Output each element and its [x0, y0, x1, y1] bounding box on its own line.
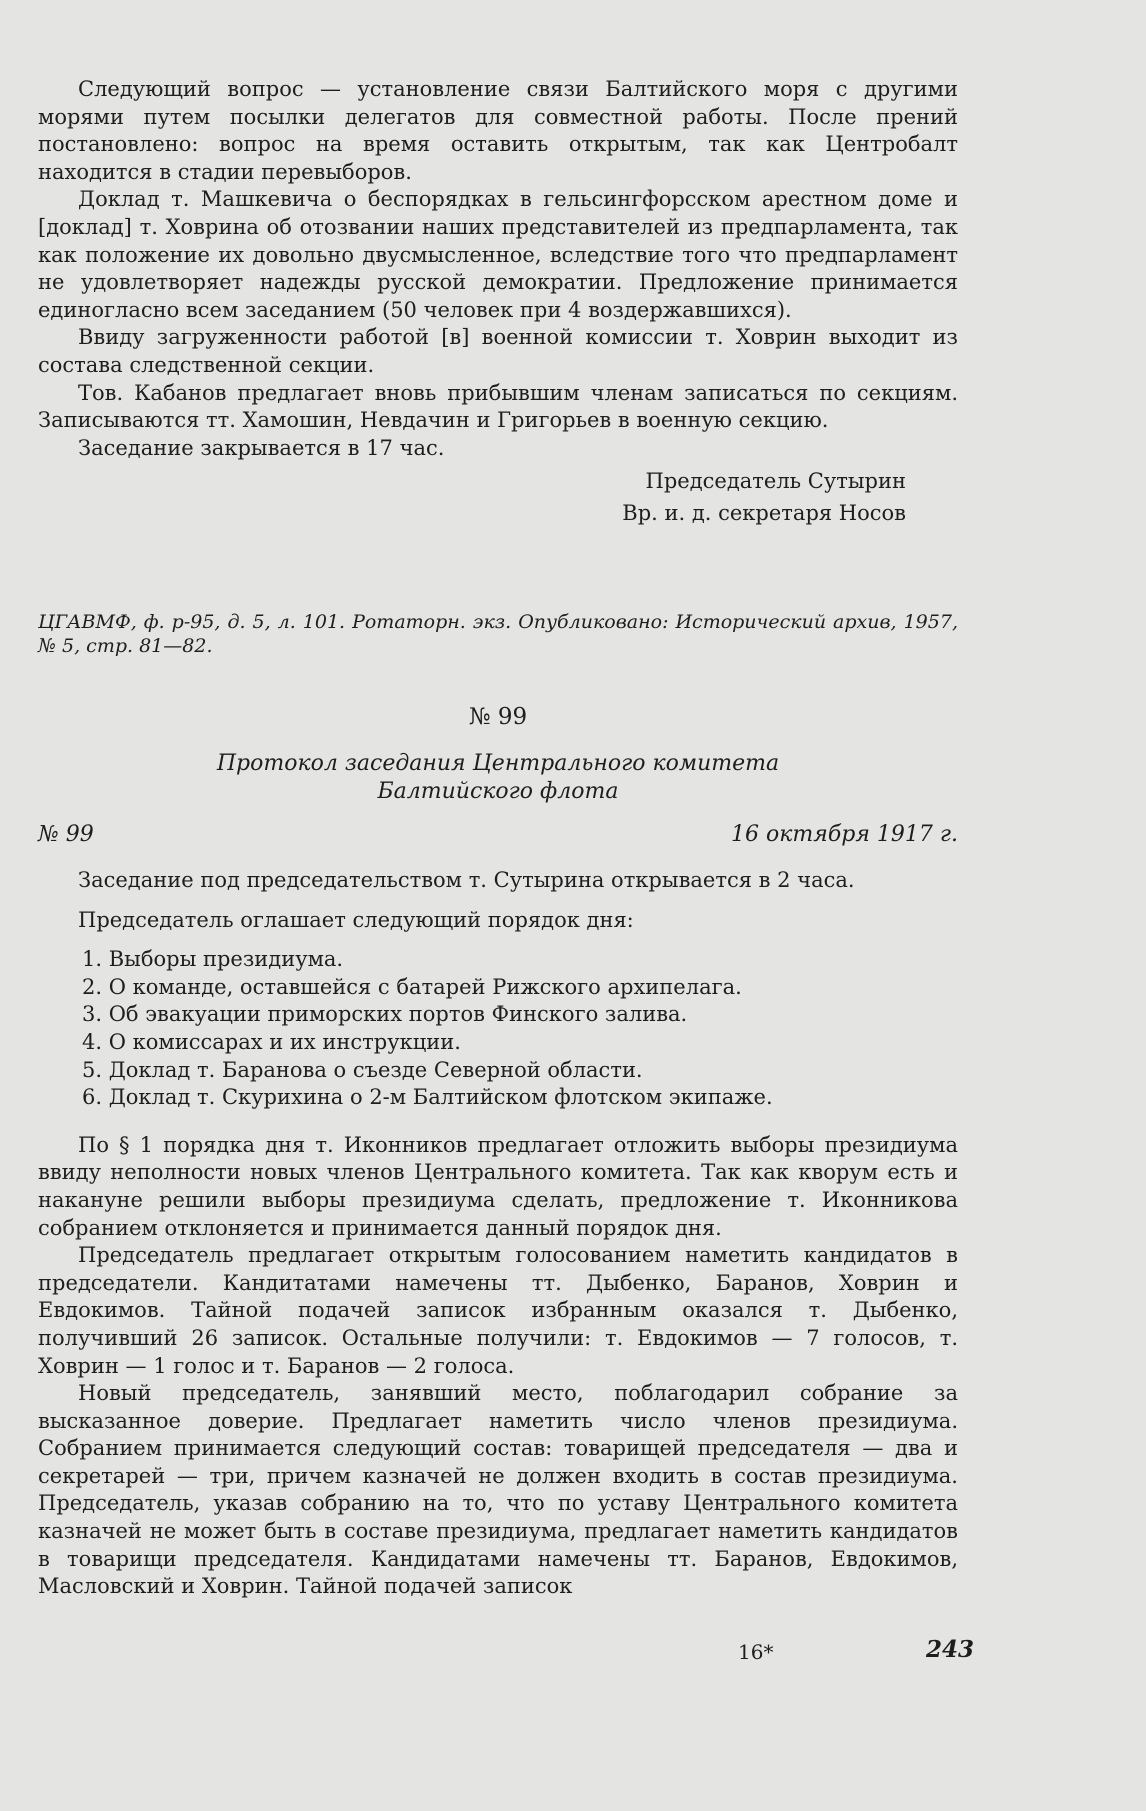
paragraph-presidium-postponement: По § 1 порядка дня т. Иконников предлагает отложить выборы президиума ввиду неполности новых членов Центрального комитета. Так как кворум есть и накануне решили выборы президиума сделать, предложение т. Иконникова собранием отклоняется и принимается данный порядок дня. — [38, 1132, 958, 1240]
paragraph-sea-connection: Следующий вопрос — установление связи Балтийского моря с другими морями путем посылки делегатов для совместной работы. После прений постановлено: вопрос на время оставить открытым, так как Центробалт находится в стадии перевыборов. — [38, 77, 958, 184]
paragraph-kabanov-proposal: Тов. Кабанов предлагает вновь прибывшим членам записаться по секциям. Записываются тт. Хамошин, Невдачин и Григорьев в военную секцию. — [38, 380, 958, 433]
paragraph-session-closed: Заседание закрывается в 17 час. — [78, 435, 445, 460]
agenda-item: 3. Об эвакуации приморских портов Финского залива. — [82, 1002, 688, 1027]
protocol-number: № 99 — [38, 822, 94, 847]
document-99 — [38, 704, 958, 1601]
signature-chairman: Председатель Сутырин — [645, 469, 906, 494]
previous-protocol-continuation — [38, 76, 958, 528]
paragraph-khovrin-resignation: Ввиду загруженности работой [в] военной комиссии т. Ховрин выходит из состава следственной секции. — [38, 325, 958, 377]
archival-source — [38, 610, 958, 658]
paragraph-opening: Заседание под председательством т. Сутырина открывается в 2 часа. — [78, 868, 855, 892]
paragraph-mashkevich-report: Доклад т. Машкевича о беспорядках в гельсингфорсском арестном доме и [доклад] т. Ховрина об отозвании наших представителей из предпарламента, так как положение их довольно двусмысленное, вследствие того что предпарламент не удовлетворяет надежды русской демократии. Предложение принимается единогласно всем заседанием (50 человек при 4 воздержавшихся). — [38, 187, 958, 322]
agenda-list — [38, 946, 958, 1112]
paragraph-chairman-election: Председатель предлагает открытым голосованием наметить кандидатов в председатели. Кандитатами намечены тт. Дыбенко, Баранов, Ховрин и Евдокимов. Тайной подачей записок избранным оказался т. Дыбенко, получивший 26 записок. Остальные получили: т. Евдокимов — 7 голосов, т. Ховрин — 1 голос и т. Баранов — 2 голоса. — [38, 1243, 958, 1378]
source-citation: ЦГАВМФ, ф. р-95, д. 5, л. 101. Ротаторн. экз. Опубликовано: Исторический архив, 1957, № 5, стр. 81—82. — [38, 611, 958, 657]
agenda-item: 4. О комиссарах и их инструкции. — [82, 1029, 461, 1054]
paragraph-agenda-intro: Председатель оглашает следующий порядок дня: — [78, 907, 634, 932]
page-number: 243 — [926, 1636, 975, 1663]
agenda-item: 1. Выборы президиума. — [82, 947, 344, 972]
agenda-item: 2. О команде, оставшейся с батарей Рижского архипелага. — [82, 974, 742, 999]
printer-signature-mark: 16* — [738, 1640, 774, 1664]
signature-secretary: Вр. и. д. секретаря Носов — [622, 500, 906, 525]
document-meta-line — [38, 822, 958, 847]
agenda-item: 6. Доклад т. Скурихина о 2-м Балтийском флотском экипаже. — [82, 1085, 773, 1110]
paragraph-presidium-composition: Новый председатель, занявший место, поблагодарил собрание за высказанное доверие. Предлагает наметить число членов президиума. Собранием принимается следующий состав: товарищей председателя — два и секретарей — три, причем казначей не должен входить в состав президиума. Председатель, указав собранию на то, что по уставу Центрального комитета казначей не может быть в составе президиума, предлагает наметить кандидатов в товарищи председателя. Кандидатами намечены тт. Баранов, Евдокимов, Масловский и Ховрин. Тайной подачей записок — [38, 1381, 958, 1599]
protocol-date: 16 октября 1917 г. — [731, 822, 958, 847]
agenda-item: 5. Доклад т. Баранова о съезде Северной области. — [82, 1057, 643, 1082]
document-title-line2: Балтийского флота — [377, 779, 619, 804]
document-number-heading: № 99 — [468, 704, 528, 730]
document-title-line1: Протокол заседания Центрального комитета — [216, 751, 780, 776]
